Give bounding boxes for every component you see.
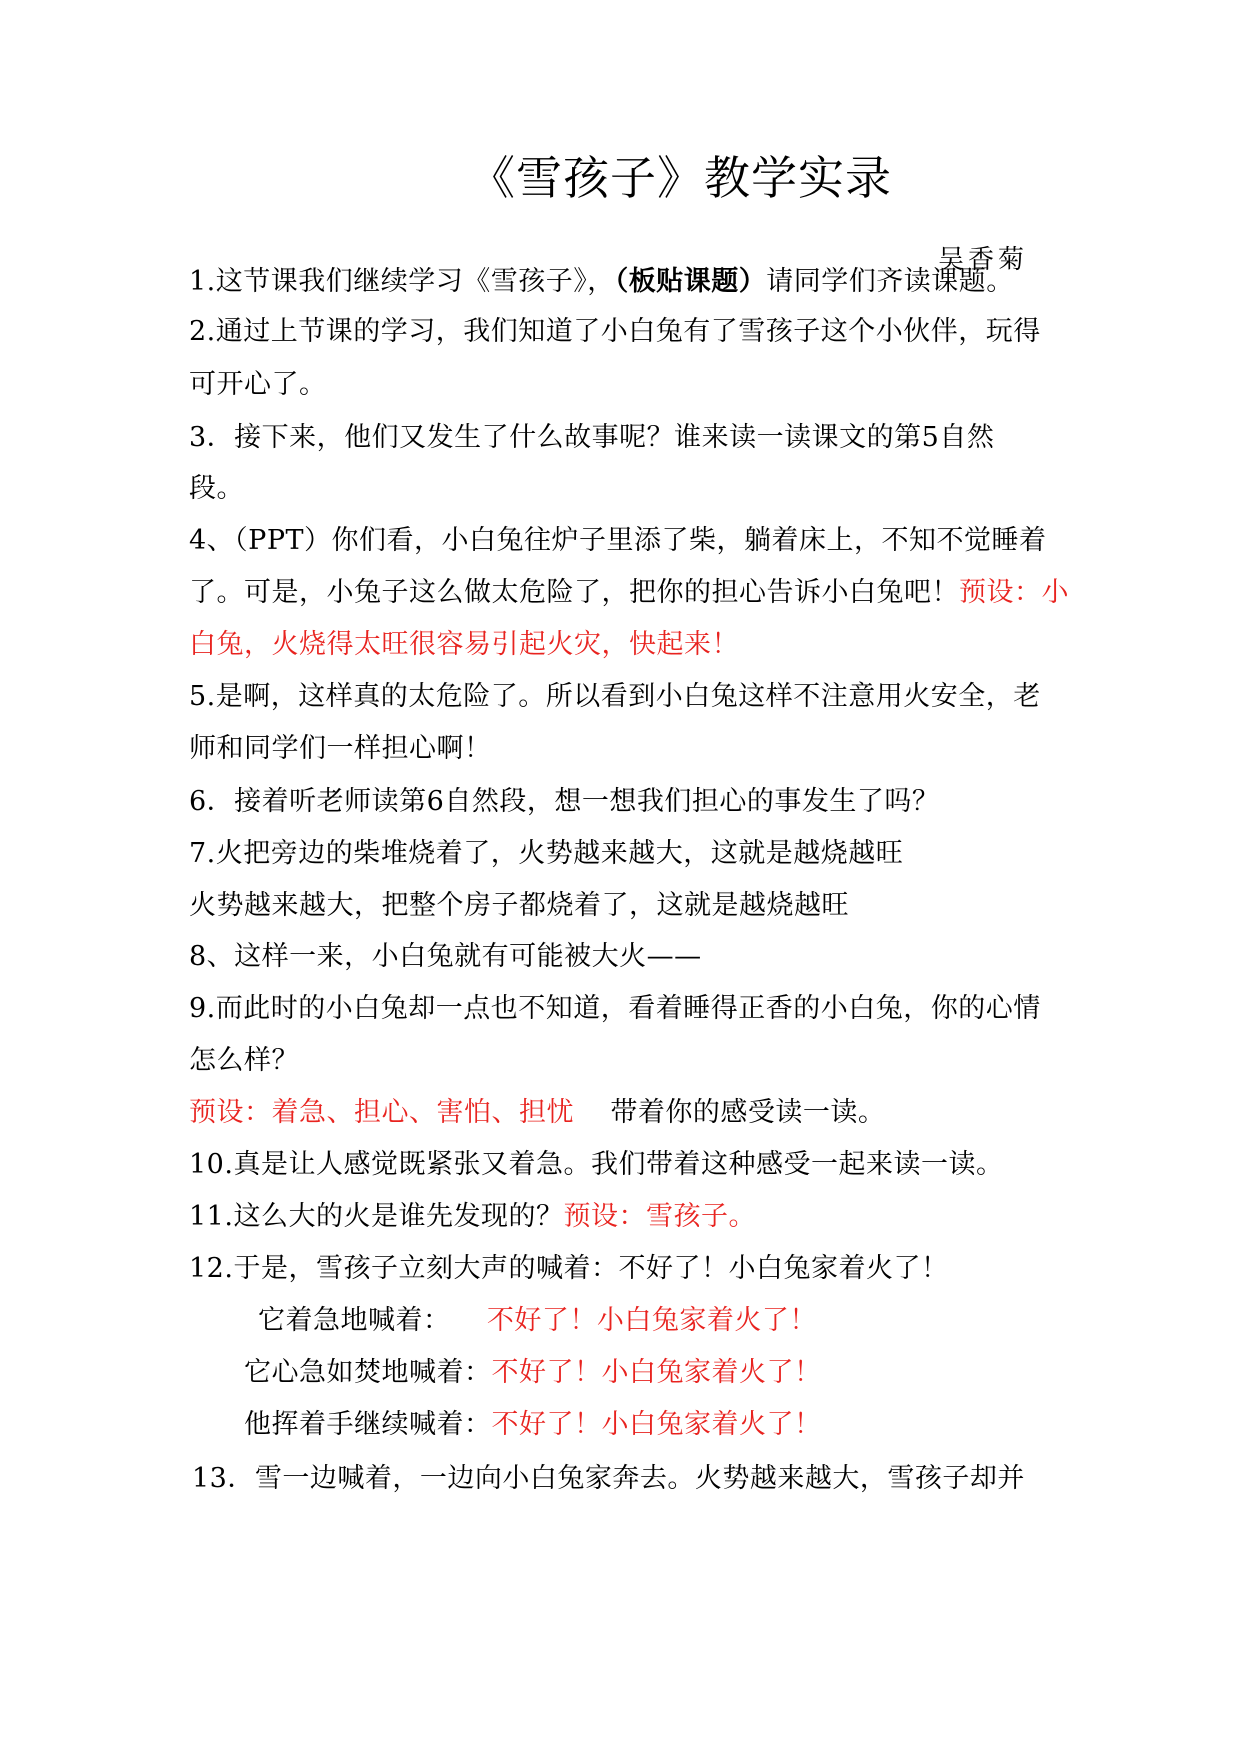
paragraph-2-line-1: 2.通过上节课的学习，我们知道了小白兔有了雪孩子这个小伙伴，玩得 <box>189 316 1041 347</box>
paragraph-1-text-a: 1.这节课我们继续学习《雪孩子》， <box>189 266 615 297</box>
paragraph-4-line-2 <box>189 573 1069 613</box>
paragraph-11-question: 11.这么大的火是谁先发现的？ <box>189 1201 564 1232</box>
paragraph-11 <box>189 1197 756 1237</box>
paragraph-3-line-1: 3．接下来，他们又发生了什么故事呢？谁来读一读课文的第5自然 <box>189 422 995 453</box>
paragraph-12-sub-2 <box>244 1353 822 1393</box>
paragraph-12-sub-1 <box>258 1301 817 1341</box>
paragraph-12-sub-1-text: 它着急地喊着： <box>258 1305 451 1336</box>
paragraph-5-line-2: 师和同学们一样担心啊！ <box>189 733 492 764</box>
paragraph-7-line-1: 7.火把旁边的柴堆烧着了，火势越来越大，这就是越烧越旺 <box>189 838 904 869</box>
paragraph-8: 8、这样一来，小白兔就有可能被大火—— <box>189 941 702 972</box>
author-name: 吴香菊 <box>938 245 1029 275</box>
paragraph-12-sub-3-text: 他挥着手继续喊着： <box>244 1409 492 1440</box>
paragraph-9-instruction: 带着你的感受读一读。 <box>610 1097 886 1128</box>
paragraph-12-sub-3 <box>244 1405 822 1445</box>
paragraph-1-bold-note: （板贴课题） <box>614 266 767 297</box>
paragraph-2-line-2: 可开心了。 <box>189 369 327 400</box>
paragraph-12: 12.于是，雪孩子立刻大声的喊着：不好了！小白兔家着火了！ <box>189 1253 949 1284</box>
paragraph-12-sub-3-red: 不好了！小白兔家着火了！ <box>491 1409 822 1440</box>
paragraph-4-preset-a: 预设：小 <box>959 577 1069 608</box>
paragraph-4-preset-b: 白兔，火烧得太旺很容易引起火灾，快起来！ <box>189 629 739 660</box>
paragraph-4-text: 了。可是，小兔子这么做太危险了，把你的担心告诉小白兔吧！ <box>189 577 959 608</box>
paragraph-9-line-3 <box>189 1093 885 1133</box>
paragraph-12-sub-2-red: 不好了！小白兔家着火了！ <box>491 1357 822 1388</box>
paragraph-4-line-1: 4、（PPT）你们看，小白兔往炉子里添了柴，躺着床上，不知不觉睡着 <box>189 525 1047 556</box>
paragraph-1-text-b: 请同学们齐读课题。 <box>766 266 1014 297</box>
paragraph-6: 6．接着听老师读第6自然段，想一想我们担心的事发生了吗？ <box>189 786 940 817</box>
page-title: 《雪孩子》教学实录 <box>469 151 892 205</box>
paragraph-10: 10.真是让人感觉既紧张又着急。我们带着这种感受一起来读一读。 <box>189 1149 1004 1180</box>
paragraph-7-line-2: 火势越来越大，把整个房子都烧着了，这就是越烧越旺 <box>189 890 849 921</box>
paragraph-12-sub-2-text: 它心急如焚地喊着： <box>244 1357 492 1388</box>
paragraph-11-preset: 预设：雪孩子。 <box>563 1201 756 1232</box>
paragraph-9-line-1: 9.而此时的小白兔却一点也不知道，看着睡得正香的小白兔，你的心情 <box>189 993 1041 1024</box>
paragraph-13: 13．雪一边喊着，一边向小白兔家奔去。火势越来越大，雪孩子却并 <box>192 1463 1025 1494</box>
paragraph-1 <box>189 262 1014 302</box>
paragraph-9-line-2: 怎么样？ <box>189 1045 299 1076</box>
paragraph-5-line-1: 5.是啊，这样真的太危险了。所以看到小白兔这样不注意用火安全，老 <box>189 681 1041 712</box>
paragraph-3-line-2: 段。 <box>189 473 244 504</box>
paragraph-9-preset: 预设：着急、担心、害怕、担忧 <box>189 1097 574 1128</box>
paragraph-12-sub-1-red: 不好了！小白兔家着火了！ <box>486 1305 817 1336</box>
